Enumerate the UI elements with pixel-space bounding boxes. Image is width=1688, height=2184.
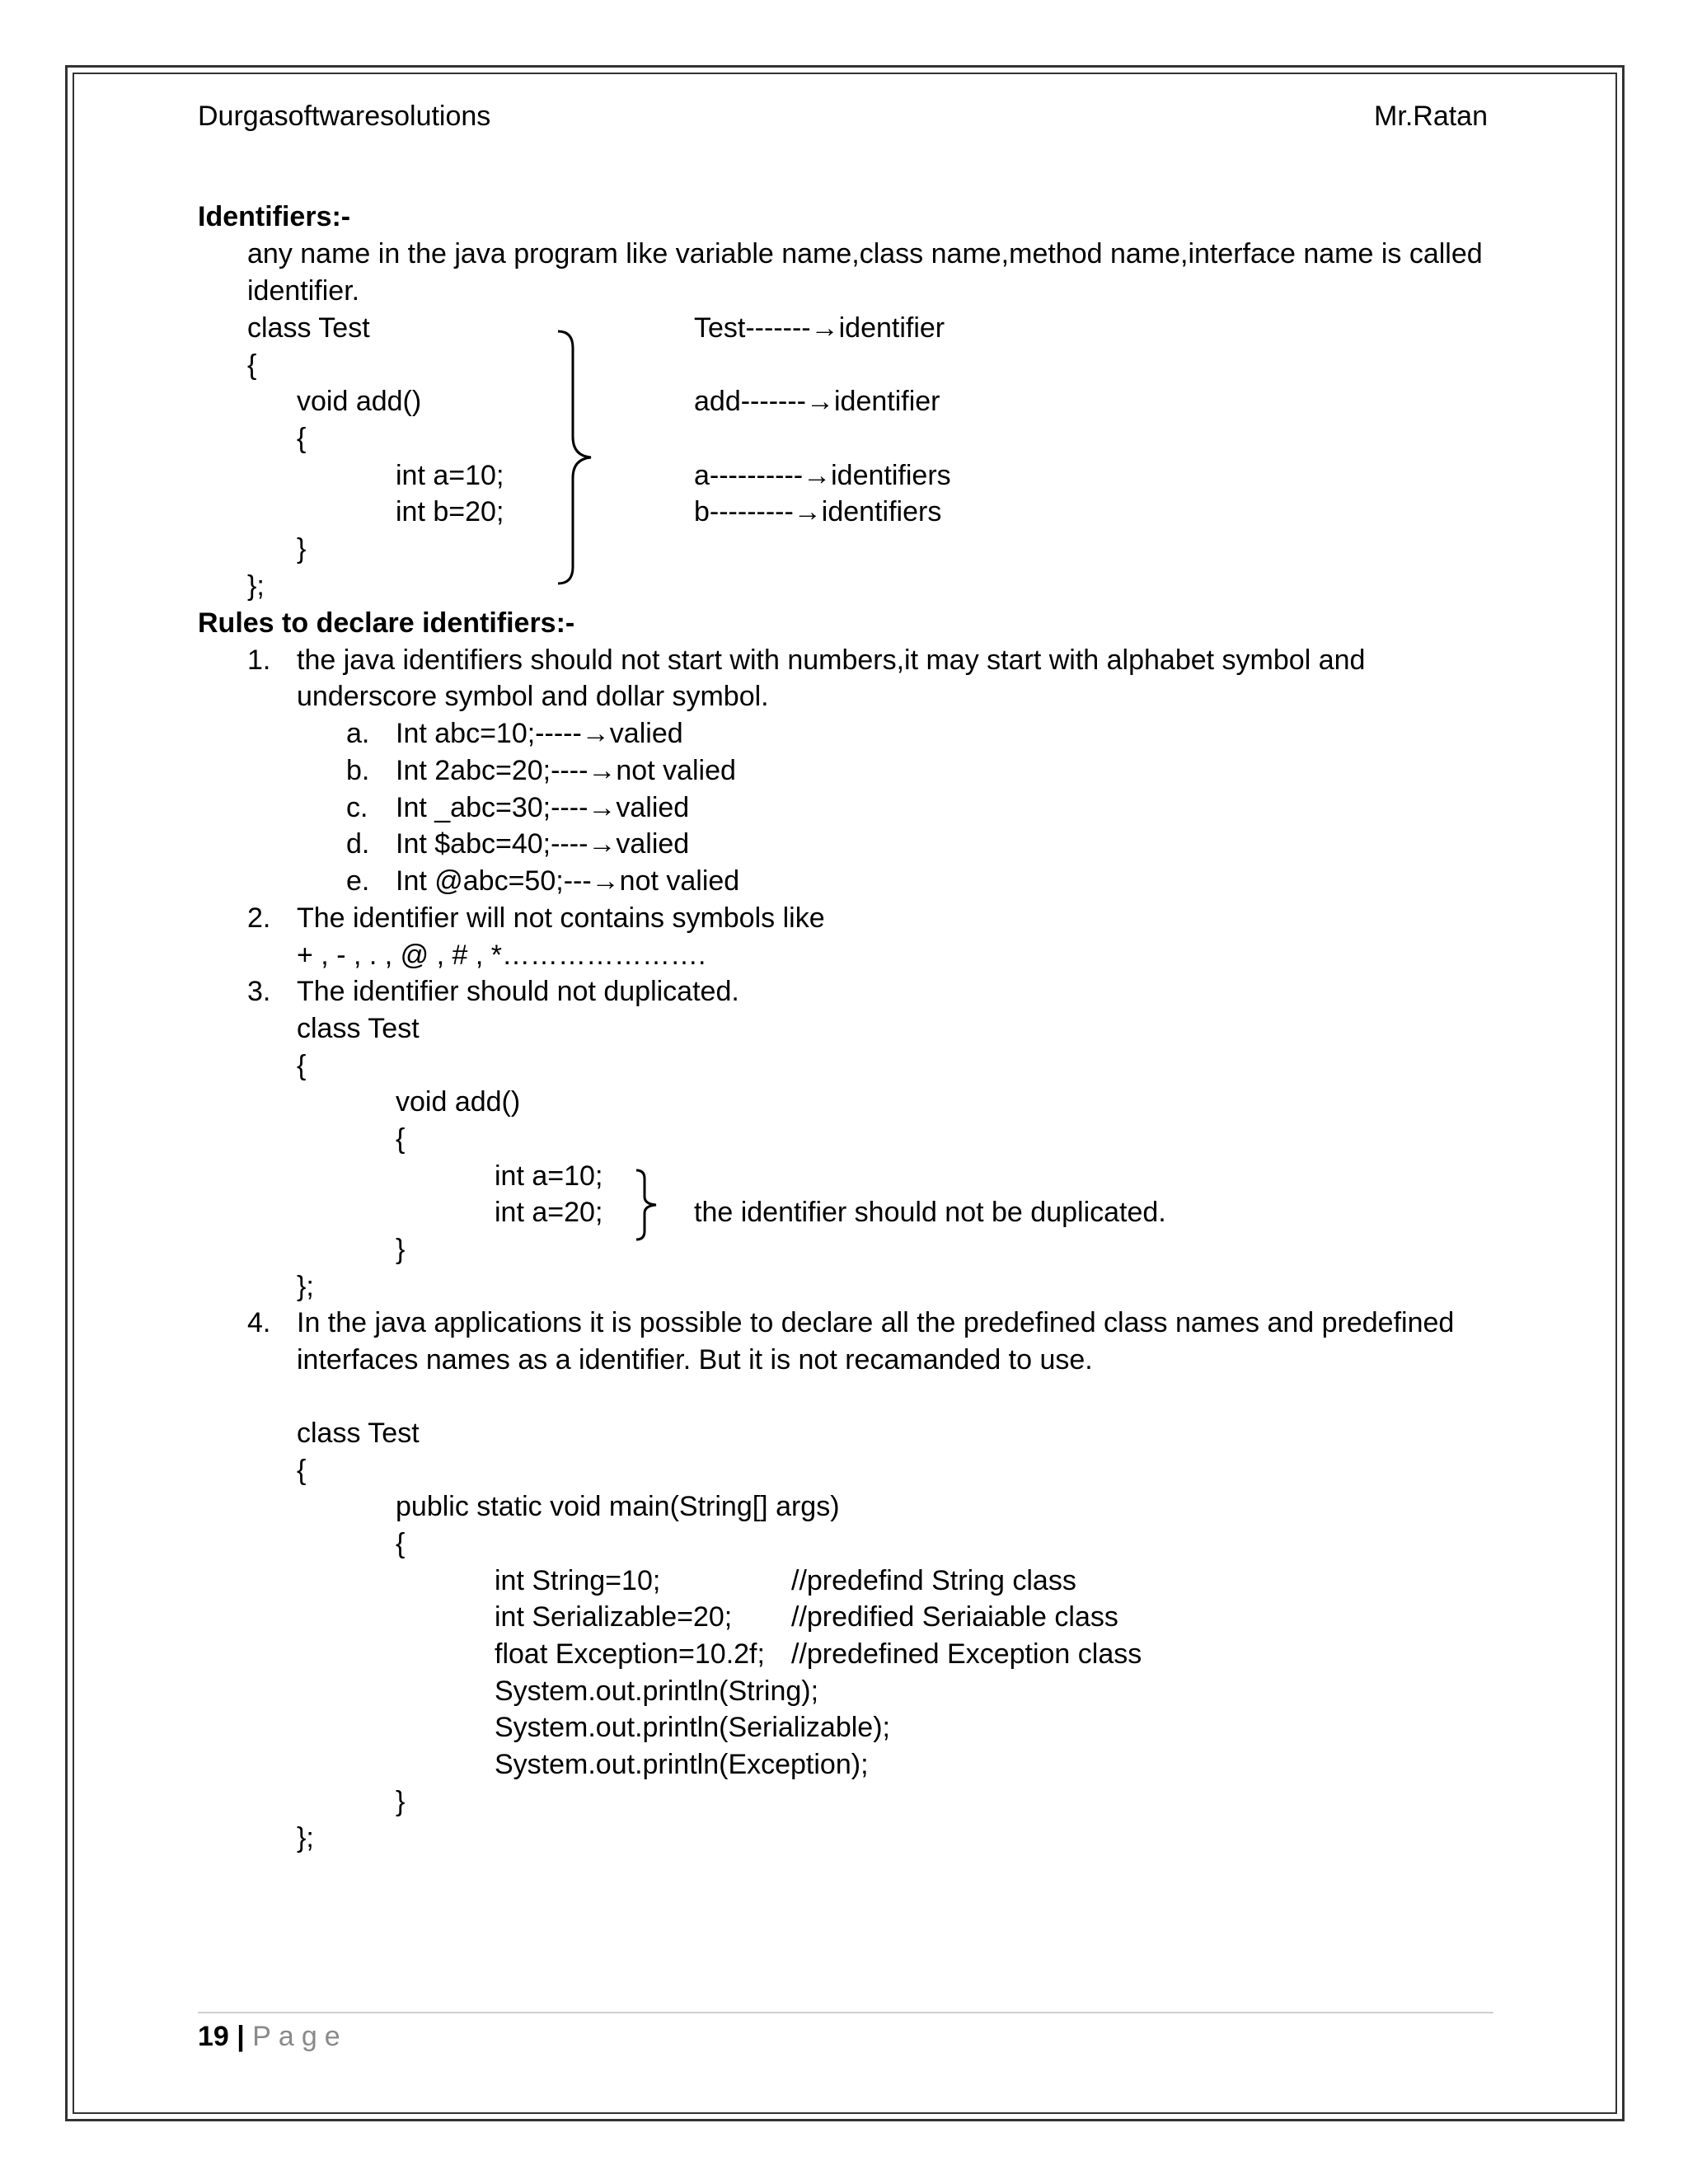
rules-heading: Rules to declare identifiers:- [198,607,575,639]
curly-brace-icon [635,1169,659,1241]
identifier-annotation: b---------→identifiers [694,496,942,527]
code-line: { [297,1050,307,1081]
code-line: }; [297,1271,314,1302]
curly-brace-icon [556,330,593,585]
identifier-annotation: add-------→identifier [694,386,940,417]
identifiers-intro-line2: identifier. [247,275,360,307]
identifiers-heading: Identifiers:- [198,201,351,232]
rule1-line1: the java identifiers should not start with numbers,it may start with alphabet symbol and [297,644,1366,676]
code-line: int a=20; [495,1197,603,1228]
code-line: { [396,1528,406,1559]
rule2-line2: + , - , . , @ , # , *…………………. [297,940,706,971]
rule3-text: The identifier should not duplicated. [297,976,739,1007]
identifiers-intro-line1: any name in the java program like variable name,class name,method name,interface name is called [247,238,1483,269]
header-left: Durgasoftwaresolutions [198,101,491,132]
duplicate-note: the identifier should not be duplicated. [694,1197,1166,1228]
rule-number: 2. [247,902,271,934]
example-letter: e. [346,865,370,897]
header-right: Mr.Ratan [1374,101,1488,132]
rule-number: 1. [247,644,271,676]
example-text: Int $abc=40;----→valied [396,828,690,860]
code-comment: //predefined Exception class [791,1638,1142,1670]
code-line: float Exception=10.2f; [495,1638,765,1670]
rule-number: 4. [247,1307,271,1338]
identifier-annotation: a----------→identifiers [694,460,951,491]
code-line: class Test [297,1418,420,1449]
code-line: int Serializable=20; [495,1601,733,1633]
code-line: class Test [247,312,370,344]
example-letter: d. [346,828,370,860]
page-label: Page [252,2021,348,2052]
code-line: { [396,1123,406,1155]
example-text: Int 2abc=20;----→not valied [396,755,736,786]
page-border-inner [73,73,1617,2114]
code-line: { [247,349,257,381]
code-line: System.out.println(String); [495,1675,819,1707]
example-letter: c. [346,792,368,823]
rule4-line2: interfaces names as a identifier. But it is not recamanded to use. [297,1344,1093,1376]
code-line: } [396,1786,406,1817]
code-line: int a=10; [495,1160,603,1192]
code-line: { [297,1455,307,1486]
code-line: System.out.println(Exception); [495,1749,869,1780]
example-letter: a. [346,718,370,749]
example-text: Int abc=10;-----→valied [396,718,683,749]
code-line: }; [247,570,265,602]
code-line: }; [297,1822,314,1854]
code-comment: //predified Seriaiable class [791,1601,1118,1633]
code-line: int b=20; [396,496,504,527]
code-line: { [297,423,307,454]
code-line: public static void main(String[] args) [396,1491,840,1522]
code-line: } [396,1234,406,1265]
page-number: 19 [198,2021,229,2052]
identifier-annotation: Test-------→identifier [694,312,945,344]
code-line: void add() [396,1086,521,1118]
footer-divider [198,2012,1493,2013]
rule1-line2: underscore symbol and dollar symbol. [297,681,769,712]
rule-number: 3. [247,976,271,1007]
example-text: Int _abc=30;----→valied [396,792,690,823]
page-footer [198,2020,348,2053]
code-comment: //predefind String class [791,1565,1076,1596]
example-letter: b. [346,755,370,786]
code-line: System.out.println(Serializable); [495,1712,890,1743]
rule2-line1: The identifier will not contains symbols like [297,902,825,934]
example-text: Int @abc=50;---→not valied [396,865,740,897]
code-line: class Test [297,1013,420,1044]
code-line: int String=10; [495,1565,661,1596]
page-separator: | [237,2021,245,2052]
rule4-line1: In the java applications it is possible to declare all the predefined class names and predefined [297,1307,1455,1338]
code-line: void add() [297,386,422,417]
code-line: } [297,533,307,565]
code-line: int a=10; [396,460,504,491]
